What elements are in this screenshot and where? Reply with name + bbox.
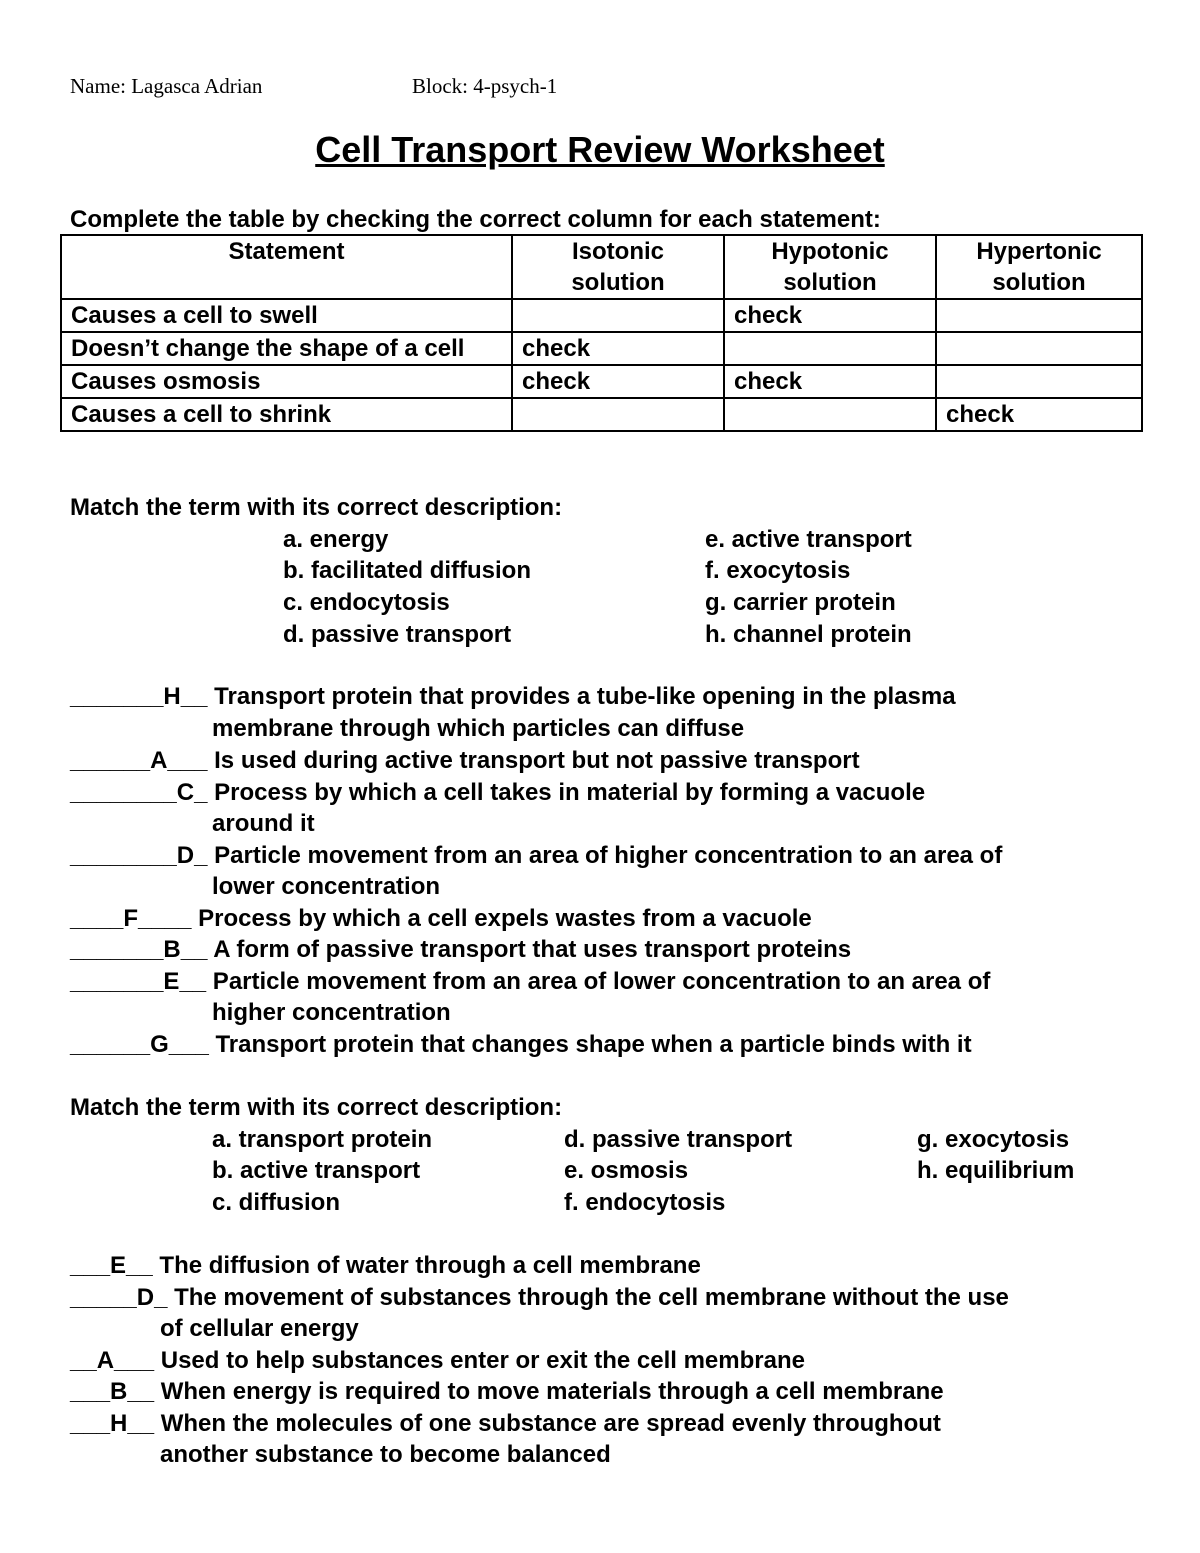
- match2-item: __A___ Used to help substances enter or exit the cell membrane: [70, 1347, 805, 1374]
- match1-item: _______H__ Transport protein that provides a tube-like opening in the plasma: [70, 683, 956, 710]
- match2-item: _____D_ The movement of substances through the cell membrane without the use: [70, 1284, 1009, 1311]
- isotonic-cell[interactable]: check: [512, 365, 724, 398]
- match1-option: b. facilitated diffusion: [283, 557, 532, 584]
- table-row: [61, 299, 1142, 332]
- match1-option: c. endocytosis: [283, 589, 450, 616]
- answer-blank[interactable]: ______G___: [70, 1031, 209, 1058]
- answer-blank[interactable]: ______A___: [70, 747, 208, 774]
- answer-blank[interactable]: ____F____: [70, 905, 192, 932]
- hypotonic-cell[interactable]: [724, 332, 936, 365]
- match1-item-cont: around it: [212, 810, 315, 837]
- hypotonic-cell[interactable]: check: [724, 299, 936, 332]
- statement-cell: Causes a cell to shrink: [61, 398, 512, 431]
- hypertonic-cell[interactable]: [936, 365, 1142, 398]
- answer-blank[interactable]: ___E__: [70, 1252, 153, 1279]
- answer-blank[interactable]: ________D_: [70, 842, 208, 869]
- table-row: [61, 365, 1142, 398]
- header-hypertonic: Hypertonic solution: [936, 235, 1142, 299]
- table-instruction: Complete the table by checking the correct column for each statement:: [70, 206, 881, 233]
- tonicity-table: [60, 234, 1143, 432]
- match2-item: ___B__ When energy is required to move materials through a cell membrane: [70, 1378, 944, 1405]
- match2-option: e. osmosis: [564, 1157, 689, 1184]
- hypertonic-cell[interactable]: [936, 299, 1142, 332]
- statement-cell: Doesn’t change the shape of a cell: [61, 332, 512, 365]
- hypotonic-cell[interactable]: [724, 398, 936, 431]
- answer-blank[interactable]: _____D_: [70, 1284, 168, 1311]
- match1-item: ____F____ Process by which a cell expels wastes from a vacuole: [70, 905, 812, 932]
- match1-option: d. passive transport: [283, 621, 512, 648]
- match1-option: a. energy: [283, 526, 389, 553]
- isotonic-cell[interactable]: check: [512, 332, 724, 365]
- match1-item: ______G___ Transport protein that changes shape when a particle binds with it: [70, 1031, 972, 1058]
- match2-instruction: Match the term with its correct description:: [70, 1094, 563, 1121]
- answer-blank[interactable]: _______B__: [70, 936, 208, 963]
- hypotonic-cell[interactable]: check: [724, 365, 936, 398]
- statement-cell: Causes a cell to swell: [61, 299, 512, 332]
- match1-item-cont: membrane through which particles can diffuse: [212, 715, 745, 742]
- hypertonic-cell[interactable]: [936, 332, 1142, 365]
- answer-blank[interactable]: _______E__: [70, 968, 207, 995]
- isotonic-cell[interactable]: [512, 299, 724, 332]
- match2-item: ___H__ When the molecules of one substance are spread evenly throughout: [70, 1410, 941, 1437]
- block-label: Block: 4-psych-1: [412, 74, 558, 98]
- table-row: [61, 332, 1142, 365]
- header-isotonic: Isotonic solution: [512, 235, 724, 299]
- answer-blank[interactable]: ________C_: [70, 779, 208, 806]
- match2-item-cont: another substance to become balanced: [160, 1441, 611, 1468]
- match1-item: ______A___ Is used during active transport but not passive transport: [70, 747, 860, 774]
- match1-item-cont: higher concentration: [212, 999, 451, 1026]
- header-statement: Statement: [61, 235, 512, 299]
- header-hypotonic: Hypotonic solution: [724, 235, 936, 299]
- page-title: Cell Transport Review Worksheet: [315, 129, 885, 170]
- match2-option: c. diffusion: [212, 1189, 340, 1216]
- match1-instruction: Match the term with its correct description:: [70, 494, 563, 521]
- match1-option: e. active transport: [705, 526, 912, 553]
- match1-item-cont: lower concentration: [212, 873, 441, 900]
- match2-option: b. active transport: [212, 1157, 421, 1184]
- match2-option: g. exocytosis: [917, 1126, 1070, 1153]
- match1-item: ________D_ Particle movement from an area of higher concentration to an area of: [70, 842, 1003, 869]
- match2-option: a. transport protein: [212, 1126, 433, 1153]
- answer-blank[interactable]: _______H__: [70, 683, 208, 710]
- answer-blank[interactable]: __A___: [70, 1347, 155, 1374]
- student-name: Name: Lagasca Adrian: [70, 74, 263, 98]
- match2-item-cont: of cellular energy: [160, 1315, 359, 1342]
- table-header-row: [61, 235, 1142, 299]
- match2-option: d. passive transport: [564, 1126, 793, 1153]
- isotonic-cell[interactable]: [512, 398, 724, 431]
- statement-cell: Causes osmosis: [61, 365, 512, 398]
- hypertonic-cell[interactable]: check: [936, 398, 1142, 431]
- match2-item: ___E__ The diffusion of water through a cell membrane: [70, 1252, 701, 1279]
- match1-option: g. carrier protein: [705, 589, 896, 616]
- match1-item: _______B__ A form of passive transport that uses transport proteins: [70, 936, 852, 963]
- answer-blank[interactable]: ___H__: [70, 1410, 155, 1437]
- match1-item: ________C_ Process by which a cell takes in material by forming a vacuole: [70, 779, 926, 806]
- match2-option: f. endocytosis: [564, 1189, 726, 1216]
- match2-option: h. equilibrium: [917, 1157, 1075, 1184]
- match1-item: _______E__ Particle movement from an area of lower concentration to an area of: [70, 968, 991, 995]
- match1-option: h. channel protein: [705, 621, 912, 648]
- answer-blank[interactable]: ___B__: [70, 1378, 155, 1405]
- table-row: [61, 398, 1142, 431]
- match1-option: f. exocytosis: [705, 557, 851, 584]
